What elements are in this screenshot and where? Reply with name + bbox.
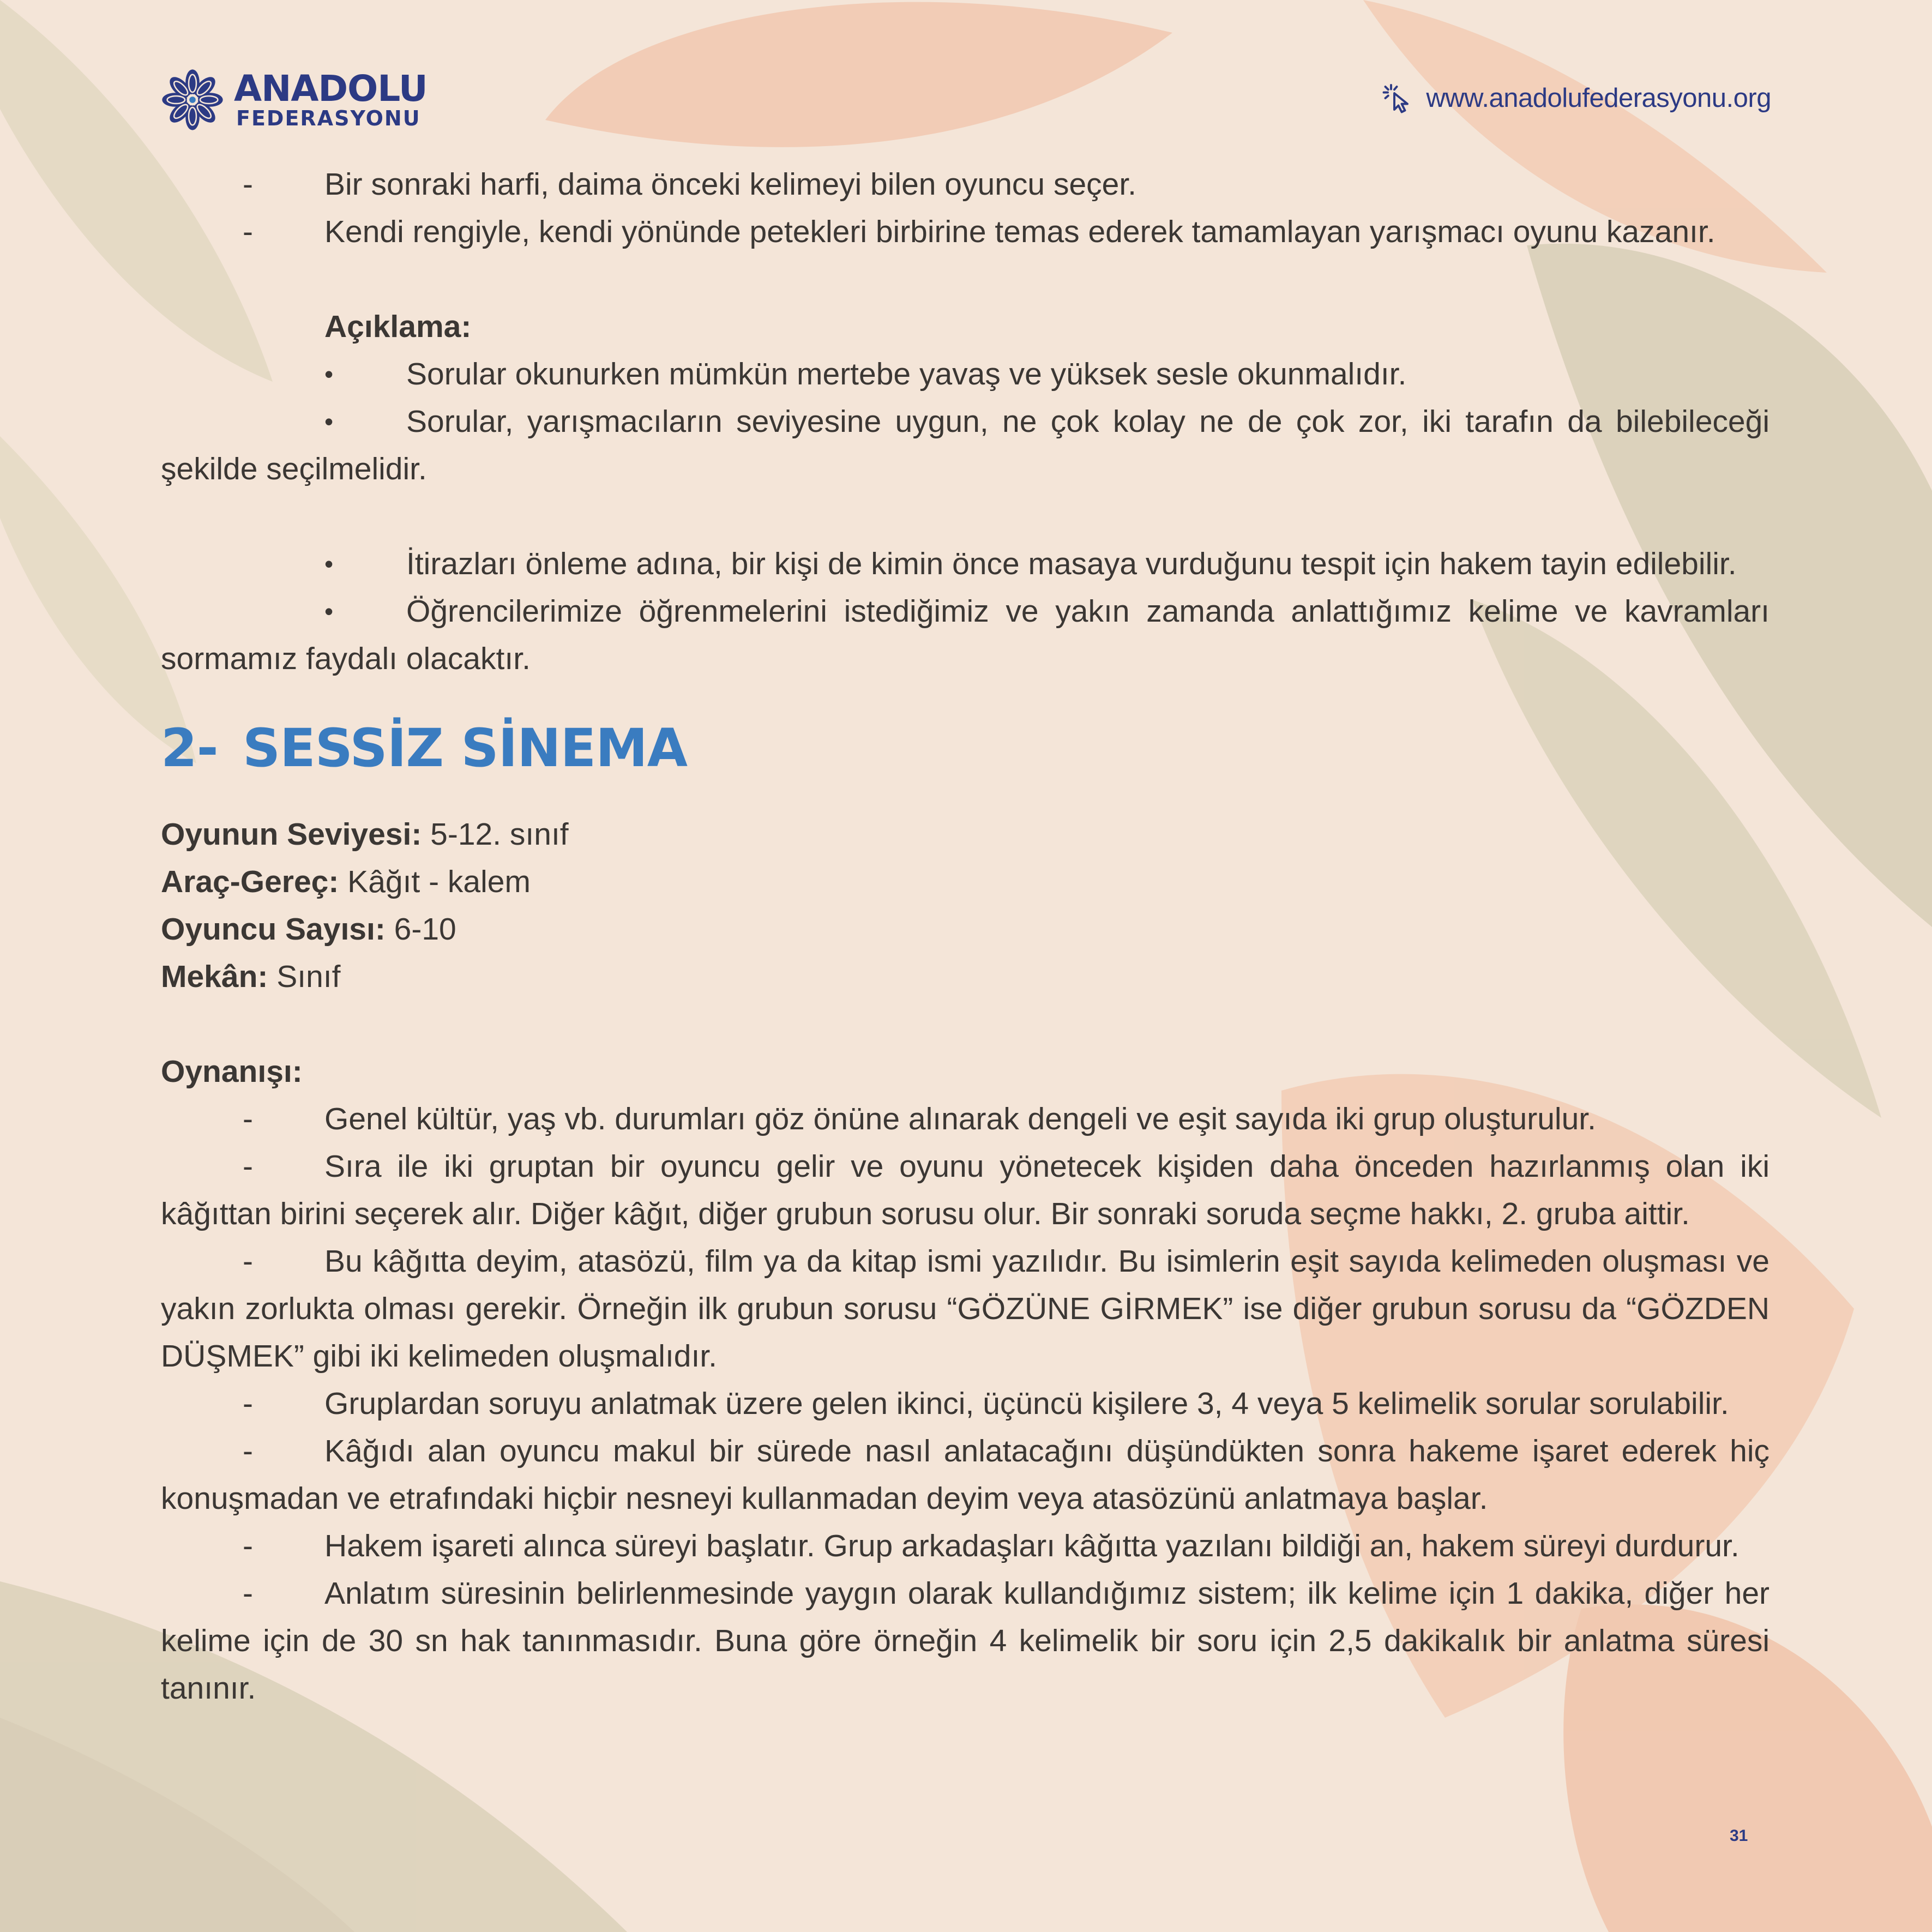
info-players-value: 6-10 <box>385 912 456 947</box>
logo-title: ANADOLU <box>234 68 428 110</box>
explanation-heading: Açıklama: <box>324 309 472 344</box>
flower-logo-icon <box>161 68 224 131</box>
list-item-text: Anlatım süresinin belirlenmesinde yaygın olarak kullandığımız sistem; ilk kelime için 1 dakika, diğer her <box>324 1576 1770 1611</box>
dash-mark: - <box>243 167 253 202</box>
bullet-item <box>161 588 1770 635</box>
list-item <box>161 1522 1770 1570</box>
list-item <box>161 161 1770 208</box>
info-players-label: Oyuncu Sayısı: <box>161 912 386 947</box>
info-materials-label: Araç-Gereç: <box>161 864 339 899</box>
bullet-text: Öğrencilerimize öğrenmelerini istediğimiz ve yakın zamanda anlattığımız kelime ve kavramları <box>406 594 1770 629</box>
website-url: www.anadolufederasyonu.org <box>1426 83 1771 113</box>
info-level <box>161 811 1770 858</box>
info-players <box>161 906 1770 953</box>
dash-mark: - <box>243 214 253 249</box>
list-item <box>161 1570 1770 1617</box>
list-item <box>161 1143 1770 1190</box>
list-item-text: Bu kâğıtta deyim, atasözü, film ya da kitap ismi yazılıdır. Bu isimlerin eşit sayıda kelimeden oluşması ve <box>324 1244 1770 1279</box>
bullet-item <box>161 351 1770 398</box>
dash-mark: - <box>243 1149 253 1184</box>
list-item <box>161 1428 1770 1475</box>
bullet-continuation: şekilde seçilmelidir. <box>161 452 427 486</box>
list-item-text: Bir sonraki harfi, daima önceki kelimeyi bilen oyuncu seçer. <box>324 167 1137 202</box>
document-body <box>161 161 1770 1712</box>
list-item-text: Kendi rengiyle, kendi yönünde petekleri birbirine temas ederek tamamlayan yarışmacı oyunu kazanır. <box>324 214 1716 249</box>
bullet-mark: • <box>324 597 334 625</box>
info-place-value: Sınıf <box>268 959 341 994</box>
website-link[interactable] <box>1381 82 1771 115</box>
dash-mark: - <box>243 1576 253 1611</box>
info-level-value: 5-12. sınıf <box>422 817 569 852</box>
dash-mark: - <box>243 1528 253 1563</box>
list-item-text: Genel kültür, yaş vb. durumları göz önüne alınarak dengeli ve eşit sayıda iki grup oluşturulur. <box>324 1102 1596 1136</box>
spacer <box>161 1001 1770 1048</box>
logo-subtitle: FEDERASYONU <box>236 106 421 130</box>
list-item <box>161 1096 1770 1143</box>
bullet-continuation: sormamız faydalı olacaktır. <box>161 641 531 676</box>
dash-mark: - <box>243 1244 253 1279</box>
bullet-mark: • <box>324 360 334 388</box>
list-item <box>161 208 1770 256</box>
list-item <box>161 1380 1770 1428</box>
info-level-label: Oyunun Seviyesi: <box>161 817 422 852</box>
bullet-text: Sorular, yarışmacıların seviyesine uygun, ne çok kolay ne de çok zor, iki tarafın da bilebileceği <box>406 404 1770 439</box>
info-materials-value: Kâğıt - kalem <box>339 864 531 899</box>
list-item <box>161 1238 1770 1285</box>
page-number: 31 <box>1730 1827 1748 1845</box>
list-item-continuation: kelime için de 30 sn hak tanınmasıdır. Buna göre örneğin 4 kelimelik bir soru için 2,5 dakikalık bir anlatma süresi <box>161 1623 1770 1658</box>
list-item-continuation: tanınır. <box>161 1671 256 1706</box>
info-place-label: Mekân: <box>161 959 268 994</box>
bullet-text: İtirazları önleme adına, bir kişi de kimin önce masaya vurduğunu tespit için hakem tayin edilebilir. <box>406 546 1737 581</box>
list-item-text: Sıra ile iki gruptan bir oyuncu gelir ve oyunu yönetecek kişiden daha önceden hazırlanmış olan iki <box>324 1149 1770 1184</box>
list-item-text: Gruplardan soruyu anlatmak üzere gelen ikinci, üçüncü kişilere 3, 4 veya 5 kelimelik sorular sorulabilir. <box>324 1386 1729 1421</box>
list-item-text: Hakem işareti alınca süreyi başlatır. Grup arkadaşları kâğıtta yazılanı bildiği an, hakem süreyi durdurur. <box>324 1528 1740 1563</box>
list-item-continuation: kâğıttan birini seçerek alır. Diğer kâğıt, diğer grubun sorusu olur. Bir sonraki soruda seçme hakkı, 2. gruba aittir. <box>161 1196 1690 1231</box>
bullet-item <box>161 540 1770 588</box>
bullet-text: Sorular okunurken mümkün mertebe yavaş ve yüksek sesle okunmalıdır. <box>406 357 1407 392</box>
list-item-continuation: DÜŞMEK” gibi iki kelimeden oluşmalıdır. <box>161 1339 718 1374</box>
spacer <box>161 493 1770 540</box>
dash-mark: - <box>243 1434 253 1468</box>
cursor-click-icon <box>1381 82 1414 115</box>
dash-mark: - <box>243 1386 253 1421</box>
info-place <box>161 953 1770 1001</box>
list-item-text: Kâğıdı alan oyuncu makul bir sürede nasıl anlatacağını düşündükten sonra hakeme işaret ederek hiç <box>324 1434 1770 1468</box>
anadolu-logo[interactable] <box>161 68 428 131</box>
spacer <box>161 256 1770 303</box>
section-title <box>161 715 1770 781</box>
dash-mark: - <box>243 1102 253 1136</box>
list-item-continuation: yakın zorlukta olması gerekir. Örneğin ilk grubun sorusu “GÖZÜNE GİRMEK” ise diğer grubun sorusu da “GÖZDEN <box>161 1291 1770 1326</box>
info-materials <box>161 858 1770 906</box>
section-number: 2- <box>161 718 218 779</box>
list-item-continuation: konuşmadan ve etrafındaki hiçbir nesneyi kullanmadan deyim veya atasözünü anlatmaya başlar. <box>161 1481 1488 1516</box>
bullet-mark: • <box>324 407 334 436</box>
section-title-text: SESSİZ SİNEMA <box>243 718 688 779</box>
bullet-mark: • <box>324 550 334 578</box>
gameplay-heading: Oynanışı: <box>161 1054 303 1089</box>
bullet-item <box>161 398 1770 446</box>
